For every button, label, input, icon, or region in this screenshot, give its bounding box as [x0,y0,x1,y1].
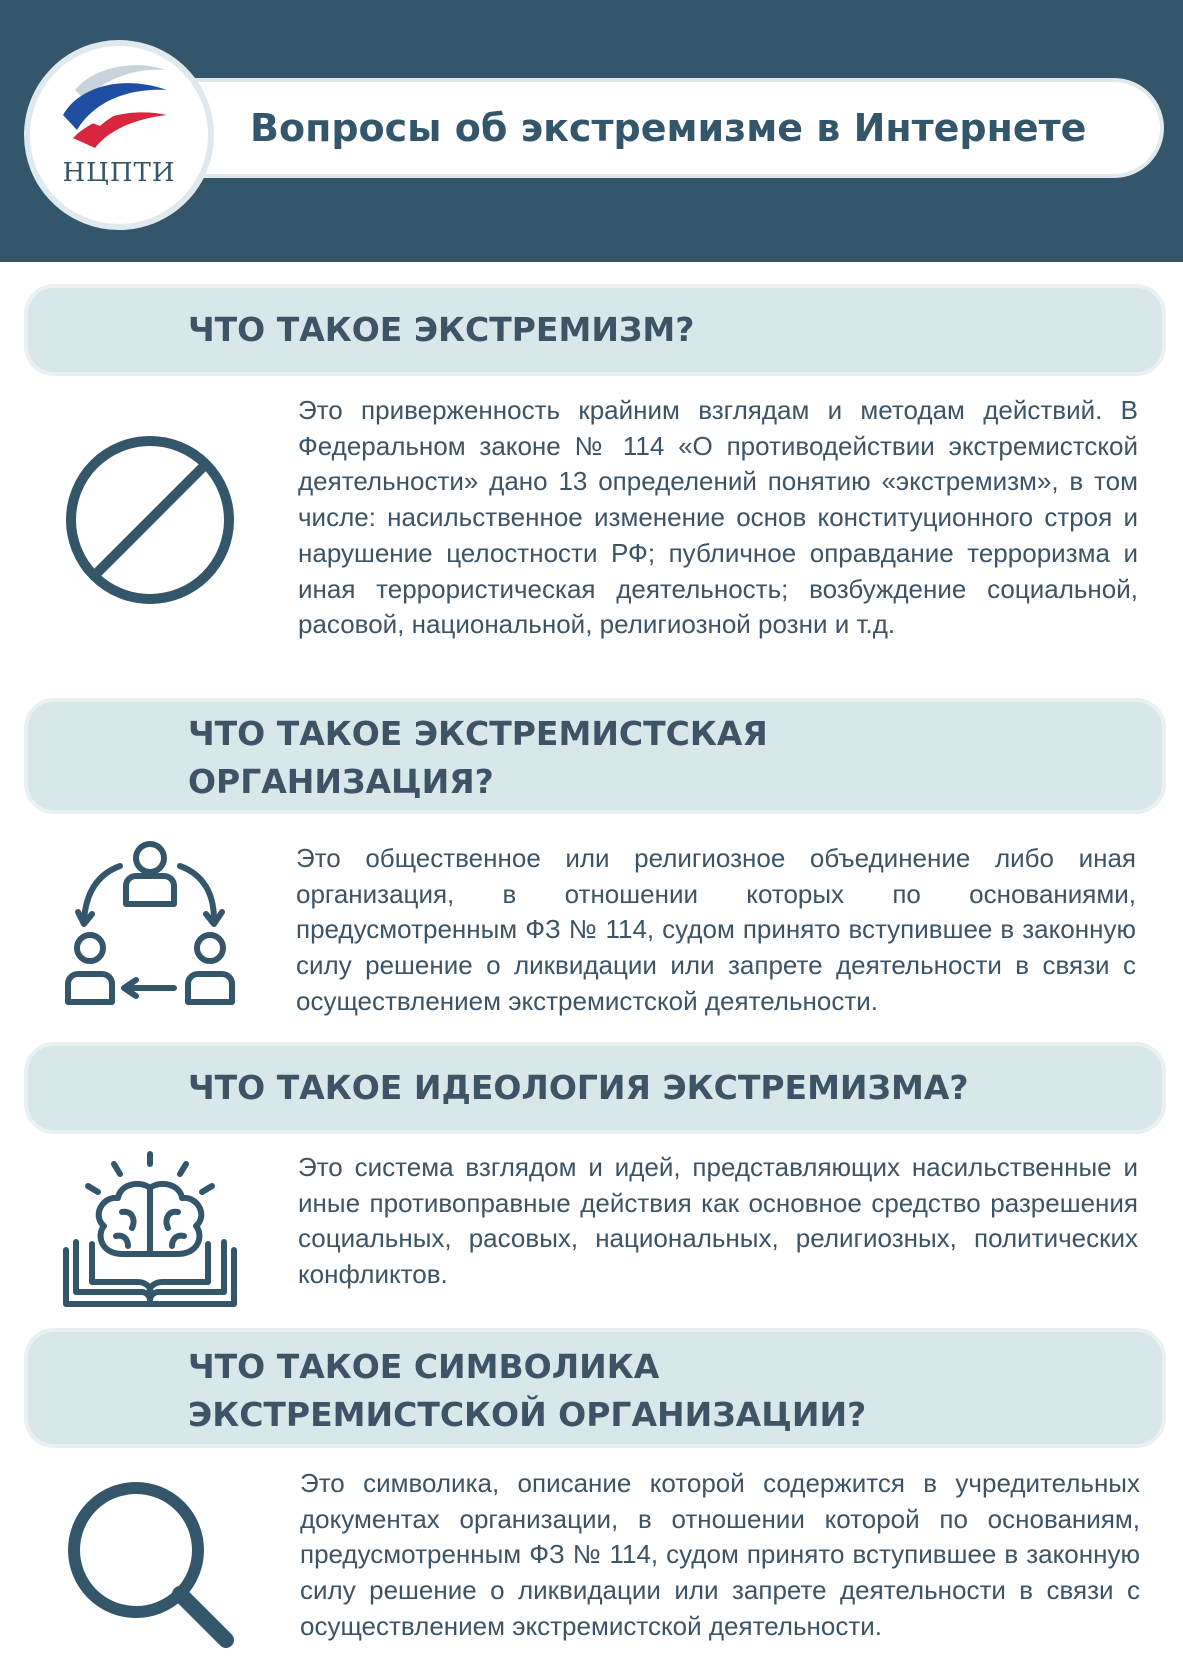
logo-swoosh-icon [55,60,175,150]
section-2-title-line: ОРГАНИЗАЦИЯ? [188,762,494,801]
group-cycle-icon [62,836,238,1012]
section-2-title [188,710,1138,806]
magnifier-icon [62,1476,242,1656]
prohibition-icon [62,432,238,608]
section-4-body: Это символика, описание которой содержится в учредительных документах организации, в отношении которой по основаниям, предусмотренным ФЗ № 114, судом принято вступившее в законную силу решение о ликвидации или запрете деятельности в связи с осуществлением экстремистской деятельности. [300,1468,1140,1641]
section-1-body: Это приверженность крайним взглядам и методам действий. В Федеральном законе № 114 «О противодействии экстремистской деятельности» дано 13 определений понятию «экстремизм», в том числе: насильственное изменение основ конституционного строя и нарушение целостности РФ; публичное оправдание терроризма и иная террористическая деятельность; возбуждение социальной, расовой, национальной, религиозной розни и т.д. [298,395,1138,640]
section-4-title [188,1343,1138,1439]
section-4-title-line: ЭКСТРЕМИСТСКОЙ ОРГАНИЗАЦИИ? [188,1395,867,1434]
brain-book-icon [62,1150,238,1310]
logo-text: НЦПТИ [62,158,176,188]
section-4-title-line: ЧТО ТАКОЕ СИМВОЛИКА [188,1347,660,1386]
section-2-body: Это общественное или религиозное объединение либо иная организация, в отношении которых по основаниями, предусмотренным ФЗ № 114, судом принято вступившее в законную силу решение о ликвидации или запрете деятельности в связи с осуществлением экстремистской деятельности. [296,843,1136,1016]
section-2-title-line: ЧТО ТАКОЕ ЭКСТРЕМИСТСКАЯ [188,714,768,753]
section-3-title-line: ЧТО ТАКОЕ ИДЕОЛОГИЯ ЭКСТРЕМИЗМА? [188,1068,969,1107]
section-3-title [188,1064,1138,1112]
section-1-title-line: ЧТО ТАКОЕ ЭКСТРЕМИЗМ? [188,310,695,349]
page-title: Вопросы об экстремизме в Интернете [250,106,1087,150]
section-1-title [188,306,1138,354]
section-3-body: Это система взглядом и идей, представляющих насильственные и иные противоправные действия как основное средство разрешения социальных, расовых, национальных, религиозных, политических конфликтов. [298,1152,1138,1290]
